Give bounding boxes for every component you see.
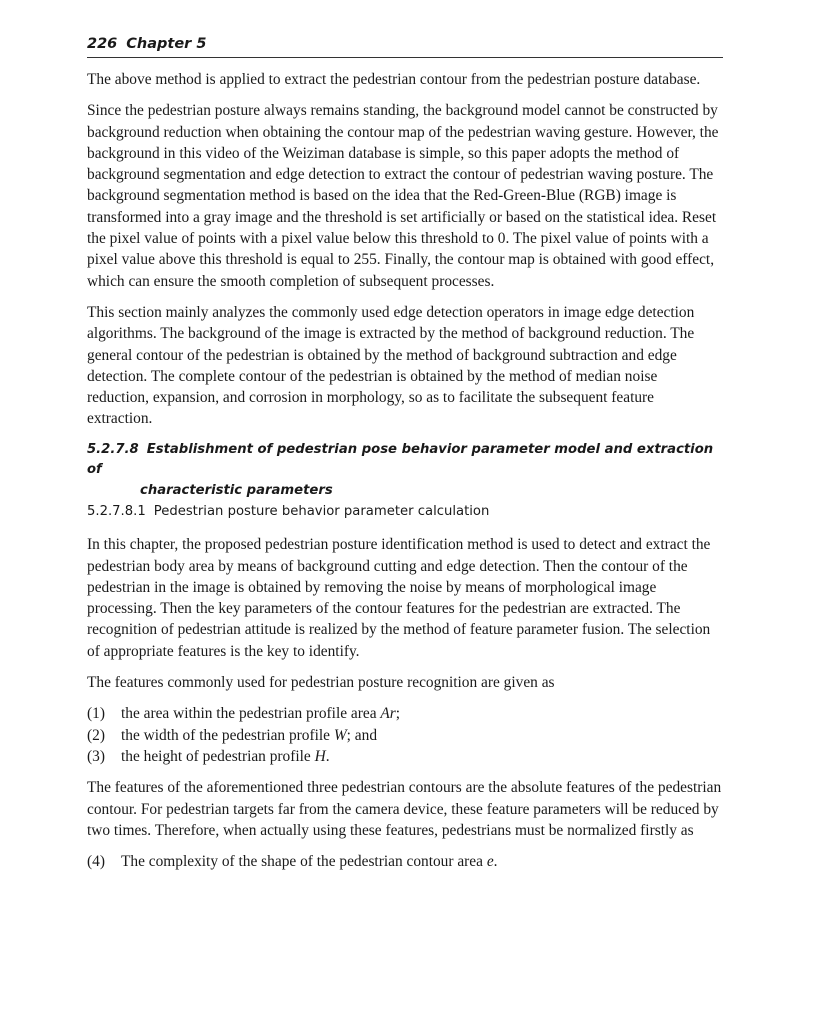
section-number: 5.2.7.8 bbox=[87, 441, 139, 457]
section-title-line-1: Establishment of pedestrian pose behavior parameter model and extraction of bbox=[87, 441, 714, 478]
list-marker: (3) bbox=[87, 747, 105, 765]
list-item-4 bbox=[87, 851, 723, 872]
list-text: the width of the pedestrian profile W; and bbox=[121, 726, 378, 744]
paragraph-2: Since the pedestrian posture always remains standing, the background model cannot be constructed by background reduction when obtaining the contour map of the pedestrian waving gesture. However, the background in this video of the Weiziman database is simple, so this paper adopts the method of background segmentation and edge detection to extract the contour of pedestrian waving posture. The background segmentation method is based on the idea that the Red-Green-Blue (RGB) image is transformed into a gray image and the threshold is set artificially or based on the statistical idea. Reset the pixel value of points with a pixel value below this threshold to 0. The pixel value of points with a pixel value above this threshold is equal to 255. Finally, the contour map is obtained with good effect, which can ensure the smooth completion of subsequent processes. bbox=[87, 102, 719, 290]
paragraph-5: The features commonly used for pedestrian posture recognition are given as bbox=[87, 674, 555, 692]
section-title-line-2: characteristic parameters bbox=[140, 482, 333, 498]
list-item bbox=[87, 725, 723, 746]
subsection-heading bbox=[87, 502, 723, 522]
paragraph-4: In this chapter, the proposed pedestrian posture identification method is used to detect and extract the pedestrian body area by means of background cutting and edge detection. Then the contour of the pedestrian in the image is obtained by removing the noise by means of morphological image processing. Then the key parameters of the contour features for the pedestrian are extracted. The recognition of pedestrian attitude is realized by the method of feature parameter fusion. The selection of appropriate features is the key to identify. bbox=[87, 536, 711, 660]
list-text: The complexity of the shape of the pedestrian contour area e. bbox=[121, 853, 498, 871]
section-heading bbox=[87, 440, 723, 502]
paragraph-3: This section mainly analyzes the commonly used edge detection operators in image edge detection algorithms. The background of the image is extracted by the method of background reduction. The general contour of the pedestrian is obtained by the method of background subtraction and edge detection. The complete contour of the pedestrian is obtained by the method of median noise reduction, expansion, and corrosion in morphology, so as to facilitate the subsequent feature extraction. bbox=[87, 303, 695, 428]
list-text: the area within the pedestrian profile area Ar; bbox=[121, 705, 401, 723]
variable: Ar bbox=[380, 705, 396, 723]
page bbox=[87, 36, 723, 872]
list-item bbox=[87, 703, 723, 724]
paragraph-6: The features of the aforementioned three pedestrian contours are the absolute features of the pedestrian contour. For pedestrian targets far from the camera device, these feature parameters will be reduced by two times. Therefore, when actually using these features, pedestrians must be normalized firstly as bbox=[87, 779, 722, 839]
chapter-title: Chapter 5 bbox=[126, 36, 207, 52]
subsection-title: Pedestrian posture behavior parameter calculation bbox=[153, 504, 490, 520]
variable: W bbox=[333, 726, 347, 744]
body-text bbox=[87, 69, 723, 872]
variable: H bbox=[314, 747, 326, 765]
list-marker: (4) bbox=[87, 853, 105, 871]
list-marker: (1) bbox=[87, 705, 105, 723]
list-marker: (2) bbox=[87, 726, 105, 744]
list-text: the height of pedestrian profile H. bbox=[121, 747, 330, 765]
paragraph-1: The above method is applied to extract the pedestrian contour from the pedestrian posture database. bbox=[87, 71, 701, 88]
running-header bbox=[87, 36, 723, 58]
subsection-number: 5.2.7.8.1 bbox=[87, 504, 146, 520]
variable: e bbox=[486, 853, 494, 871]
list-item bbox=[87, 746, 723, 767]
feature-list bbox=[87, 703, 723, 767]
page-number: 226 bbox=[87, 36, 118, 52]
